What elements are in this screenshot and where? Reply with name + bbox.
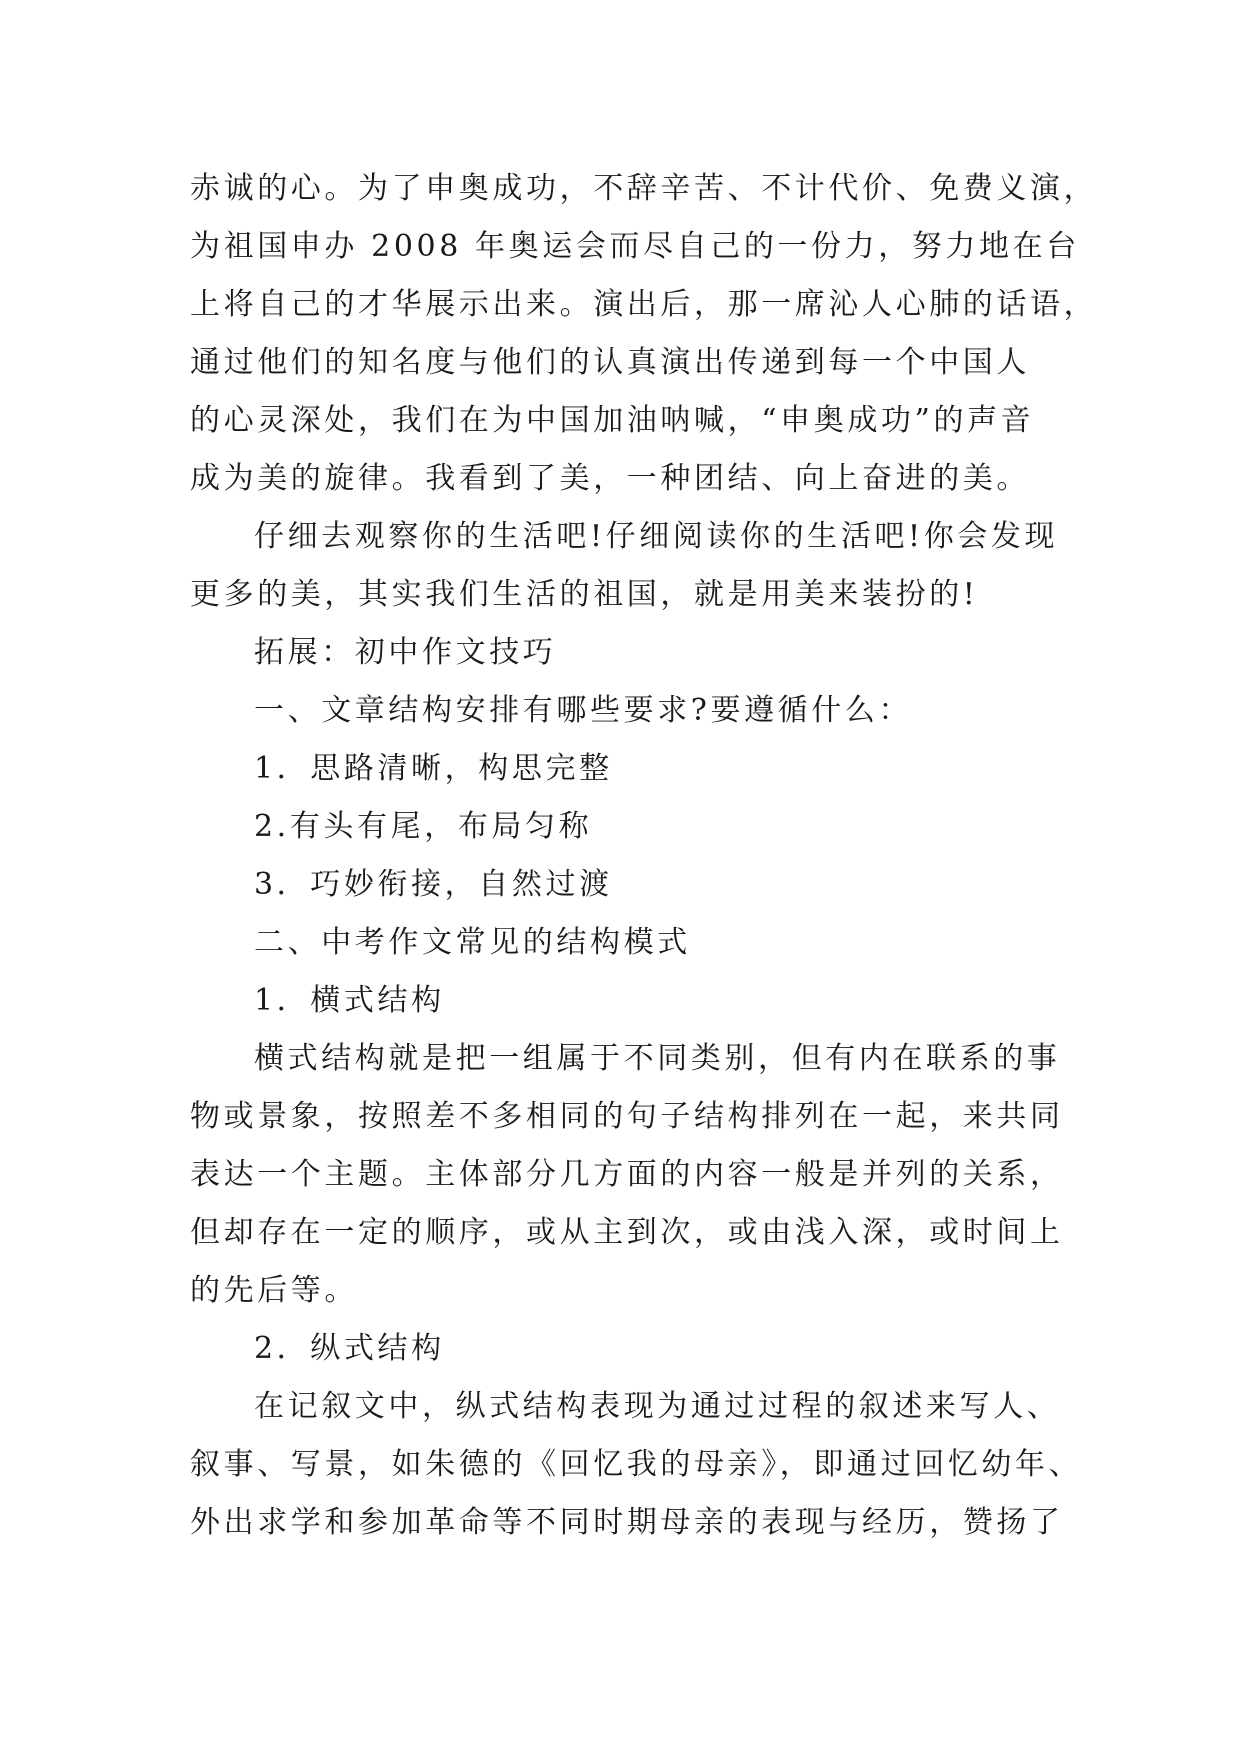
section-heading: 二、中考作文常见的结构模式 bbox=[254, 925, 691, 960]
text-line: 通过他们的知名度与他们的认真演出传递到每一个中国人 bbox=[190, 345, 1030, 380]
list-item: 1．横式结构 bbox=[254, 983, 445, 1018]
text-line: 成为美的旋律。我看到了美，一种团结、向上奋进的美。 bbox=[190, 461, 1030, 496]
text-line: 外出求学和参加革命等不同时期母亲的表现与经历，赞扬了 bbox=[190, 1505, 1064, 1540]
list-item: 3．巧妙衔接，自然过渡 bbox=[254, 867, 613, 902]
section-heading: 拓展：初中作文技巧 bbox=[254, 635, 557, 670]
text-line: 物或景象，按照差不多相同的句子结构排列在一起，来共同 bbox=[190, 1099, 1064, 1134]
list-item: 2.有头有尾，布局匀称 bbox=[254, 809, 593, 844]
text-line: 但却存在一定的顺序，或从主到次，或由浅入深，或时间上 bbox=[190, 1215, 1064, 1250]
section-heading: 一、文章结构安排有哪些要求?要遵循什么： bbox=[254, 693, 913, 728]
text-line: 更多的美，其实我们生活的祖国，就是用美来装扮的! bbox=[190, 577, 979, 612]
text-line: 的先后等。 bbox=[190, 1273, 358, 1308]
text-line: 为祖国申办 2008 年奥运会而尽自己的一份力，努力地在台 bbox=[190, 229, 1080, 264]
text-line: 横式结构就是把一组属于不同类别，但有内在联系的事 bbox=[254, 1041, 1061, 1076]
text-line: 在记叙文中，纵式结构表现为通过过程的叙述来写人、 bbox=[254, 1389, 1061, 1424]
list-item: 2．纵式结构 bbox=[254, 1331, 445, 1366]
text-line: 叙事、写景，如朱德的《回忆我的母亲》，即通过回忆幼年、 bbox=[190, 1447, 1083, 1482]
text-line: 仔细去观察你的生活吧!仔细阅读你的生活吧!你会发现 bbox=[254, 519, 1059, 554]
text-line: 的心灵深处，我们在为中国加油呐喊，“申奥成功”的声音 bbox=[190, 403, 1035, 438]
text-line: 表达一个主题。主体部分几方面的内容一般是并列的关系， bbox=[190, 1157, 1064, 1192]
body-text bbox=[190, 160, 1098, 1552]
list-item: 1．思路清晰，构思完整 bbox=[254, 751, 613, 786]
text-line: 上将自己的才华展示出来。演出后，那一席沁人心肺的话语， bbox=[190, 287, 1098, 322]
text-line: 赤诚的心。为了申奥成功，不辞辛苦、不计代价、免费义演， bbox=[190, 171, 1098, 206]
